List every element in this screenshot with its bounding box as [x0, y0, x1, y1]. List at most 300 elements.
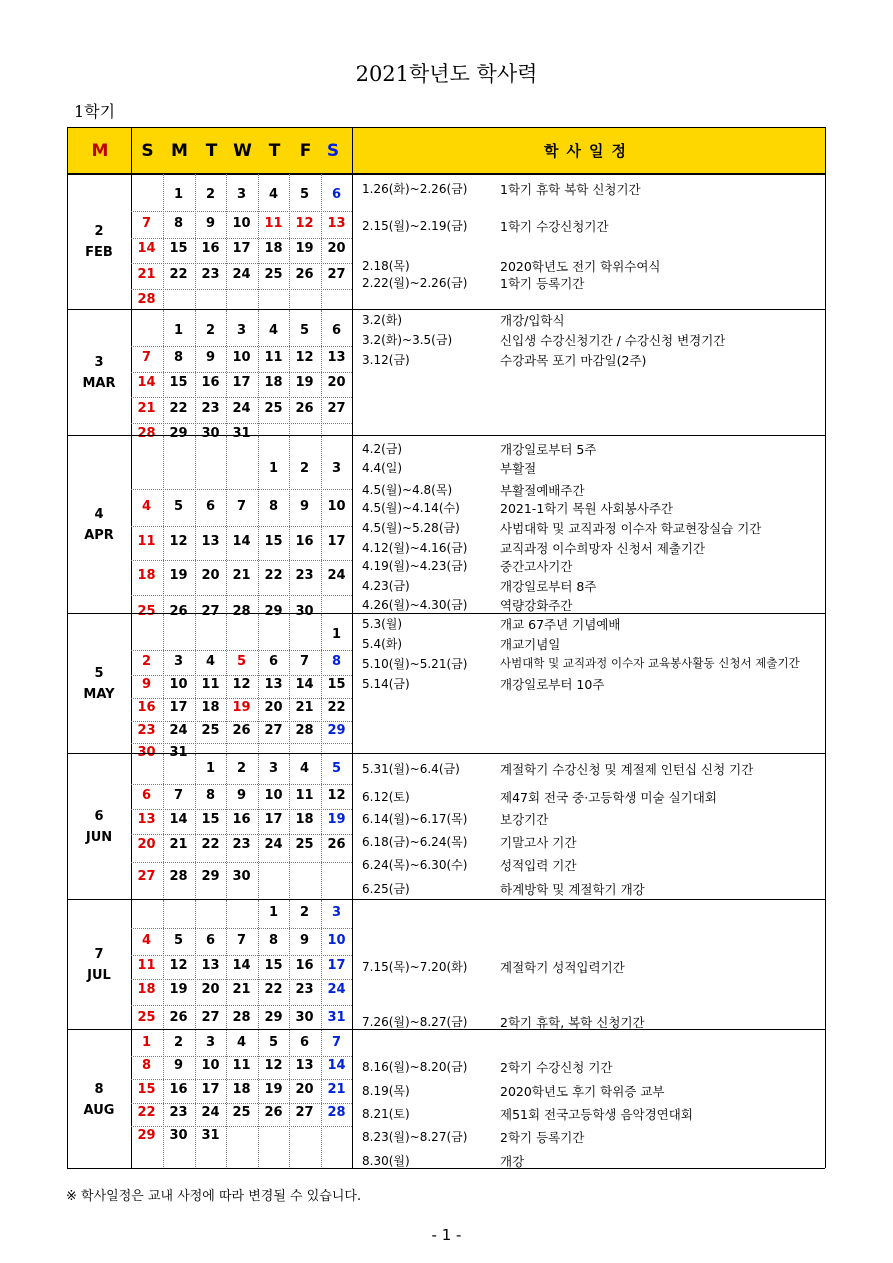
calendar-day: 28 [137, 292, 156, 307]
calendar-day: 11 [264, 216, 283, 231]
event-date: 3.2(화)~3.5(금) [362, 333, 453, 347]
week-row-divider [131, 1103, 352, 1104]
semester-label: 1학기 [74, 102, 116, 121]
event-date: 4.5(월)~4.8(목) [362, 483, 453, 497]
calendar-day: 12 [327, 788, 346, 803]
calendar-day: 13 [327, 216, 346, 231]
header-day-fri: F [299, 141, 312, 161]
month-block-jun [67, 753, 825, 900]
header-schedule: 학사일정 [544, 142, 634, 160]
calendar-day: 6 [299, 1035, 310, 1050]
calendar-day: 21 [232, 982, 251, 997]
event-date: 2.22(월)~2.26(금) [362, 276, 468, 290]
calendar-day: 4 [141, 933, 152, 948]
calendar-day: 18 [137, 982, 156, 997]
calendar-day: 12 [295, 350, 314, 365]
calendar-day: 30 [137, 745, 156, 760]
month-label [67, 1079, 131, 1121]
calendar-day: 28 [137, 426, 156, 441]
month-english: MAR [82, 376, 116, 391]
event-description: 2020학년도 전기 학위수여식 [500, 259, 661, 274]
calendar-day: 9 [141, 677, 152, 692]
calendar-day: 11 [264, 350, 283, 365]
calendar-day: 2 [205, 187, 216, 202]
event-description: 제47회 전국 중·고등학생 미술 실기대회 [500, 790, 717, 805]
calendar-day: 1 [173, 187, 184, 202]
calendar-table [67, 127, 826, 1168]
week-row-divider [131, 526, 352, 527]
calendar-day: 13 [327, 350, 346, 365]
calendar-day: 24 [232, 401, 251, 416]
calendar-day: 23 [201, 267, 220, 282]
calendar-day: 4 [268, 187, 279, 202]
month-number: 6 [94, 809, 104, 824]
calendar-day: 8 [268, 499, 279, 514]
week-row-divider [131, 955, 352, 956]
event-date: 2.15(월)~2.19(금) [362, 219, 468, 233]
calendar-day: 25 [232, 1105, 251, 1120]
calendar-day: 23 [137, 723, 156, 738]
event-description: 부활절 [500, 461, 537, 476]
month-block-mar [67, 309, 825, 441]
calendar-day: 6 [331, 323, 342, 338]
calendar-day: 27 [295, 1105, 314, 1120]
calendar-day: 7 [141, 216, 152, 231]
event-date: 4.4(일) [362, 461, 403, 475]
calendar-day: 7 [173, 788, 184, 803]
event-description: 1학기 수강신청기간 [500, 219, 609, 234]
week-row-divider [131, 721, 352, 722]
calendar-day: 5 [173, 933, 184, 948]
calendar-day: 29 [327, 723, 346, 738]
event-description: 개강일로부터 10주 [500, 677, 605, 692]
event-date: 3.12(금) [362, 353, 410, 367]
calendar-day: 13 [137, 812, 156, 827]
calendar-day: 14 [232, 534, 251, 549]
day-column-divider [321, 1030, 322, 1169]
event-date: 5.10(월)~5.21(금) [362, 657, 468, 671]
event-date: 5.3(월) [362, 617, 403, 631]
month-label [67, 806, 131, 848]
calendar-day: 6 [331, 187, 342, 202]
calendar-day: 16 [201, 375, 220, 390]
calendar-day: 5 [299, 323, 310, 338]
calendar-day: 6 [268, 654, 279, 669]
calendar-day: 26 [295, 267, 314, 282]
calendar-day: 4 [299, 761, 310, 776]
calendar-day: 8 [141, 1058, 152, 1073]
calendar-day: 16 [201, 241, 220, 256]
event-date: 4.12(월)~4.16(금) [362, 541, 468, 555]
calendar-day: 27 [327, 267, 346, 282]
week-row-divider [131, 1005, 352, 1006]
calendar-day: 3 [268, 761, 279, 776]
event-date: 4.26(월)~4.30(금) [362, 598, 468, 612]
day-column-divider [226, 436, 227, 614]
event-description: 신입생 수강신청기간 / 수강신청 변경기간 [500, 333, 726, 348]
month-number: 8 [94, 1081, 104, 1097]
calendar-day: 23 [295, 568, 314, 583]
month-label [67, 221, 131, 263]
event-description: 제51회 전국고등학생 음악경연대회 [500, 1107, 693, 1122]
header-day-mon: M [171, 141, 188, 161]
calendar-day: 20 [295, 1082, 314, 1097]
day-column-divider [195, 1030, 196, 1169]
week-row-divider [131, 650, 352, 651]
calendar-day: 30 [295, 604, 314, 619]
calendar-day: 1 [205, 761, 216, 776]
calendar-day: 10 [169, 677, 188, 692]
month-block-may [67, 613, 825, 760]
calendar-day: 22 [264, 982, 283, 997]
event-date: 4.5(월)~5.28(금) [362, 521, 460, 535]
event-description: 부활절예배주간 [500, 483, 585, 498]
calendar-day: 16 [137, 700, 156, 715]
calendar-day: 26 [169, 604, 188, 619]
event-date: 3.2(화) [362, 313, 403, 327]
event-date: 7.15(목)~7.20(화) [362, 960, 468, 974]
calendar-day: 31 [232, 426, 251, 441]
calendar-day: 26 [295, 401, 314, 416]
calendar-day: 18 [137, 568, 156, 583]
calendar-day: 25 [201, 723, 220, 738]
calendar-day: 27 [327, 401, 346, 416]
calendar-day: 22 [327, 700, 346, 715]
month-label [67, 504, 131, 546]
week-row-divider [131, 595, 352, 596]
calendar-day: 15 [201, 812, 220, 827]
event-description: 개강 [500, 1154, 525, 1169]
calendar-day: 3 [173, 654, 184, 669]
week-row-divider [131, 928, 352, 929]
calendar-day: 3 [236, 187, 247, 202]
event-description: 중간고사기간 [500, 559, 573, 574]
calendar-day: 16 [295, 534, 314, 549]
calendar-day: 1 [268, 905, 279, 920]
event-description: 역량강화주간 [500, 598, 573, 613]
calendar-day: 7 [331, 1035, 342, 1050]
calendar-day: 28 [327, 1105, 346, 1120]
calendar-day: 15 [169, 241, 188, 256]
week-row-divider [131, 397, 352, 398]
event-date: 4.19(월)~4.23(금) [362, 559, 468, 573]
calendar-day: 9 [173, 1058, 184, 1073]
calendar-day: 6 [205, 499, 216, 514]
calendar-day: 28 [169, 869, 188, 884]
event-description: 사범대학 및 교직과정 이수자 학교현장실습 기간 [500, 521, 762, 536]
calendar-day: 25 [264, 267, 283, 282]
month-number: 2 [94, 224, 104, 239]
calendar-day: 1 [173, 323, 184, 338]
calendar-day: 17 [327, 534, 346, 549]
week-row-divider [131, 979, 352, 980]
calendar-day: 9 [299, 499, 310, 514]
calendar-day: 4 [268, 323, 279, 338]
event-description: 성적입력 기간 [500, 858, 577, 873]
month-number: 5 [94, 666, 104, 681]
event-date: 8.30(월) [362, 1154, 410, 1168]
calendar-day: 17 [201, 1082, 220, 1097]
event-description: 기말고사 기간 [500, 835, 577, 850]
calendar-day: 7 [236, 499, 247, 514]
calendar-day: 12 [232, 677, 251, 692]
calendar-day: 11 [295, 788, 314, 803]
calendar-day: 27 [264, 723, 283, 738]
calendar-day: 24 [264, 837, 283, 852]
month-block-jul [67, 899, 825, 1030]
calendar-day: 10 [232, 216, 251, 231]
calendar-day: 2 [141, 654, 152, 669]
calendar-day: 7 [299, 654, 310, 669]
calendar-day: 27 [201, 604, 220, 619]
month-english: FEB [85, 245, 113, 260]
calendar-day: 30 [232, 869, 251, 884]
calendar-day: 17 [232, 241, 251, 256]
calendar-day: 10 [201, 1058, 220, 1073]
calendar-day: 1 [141, 1035, 152, 1050]
calendar-day: 24 [201, 1105, 220, 1120]
calendar-day: 12 [169, 958, 188, 973]
event-date: 8.19(목) [362, 1084, 410, 1098]
calendar-day: 23 [295, 982, 314, 997]
calendar-day: 21 [327, 1082, 346, 1097]
calendar-day: 25 [264, 401, 283, 416]
calendar-day: 25 [137, 604, 156, 619]
footnote: ※ 학사일정은 교내 사정에 따라 변경될 수 있습니다. [66, 1189, 362, 1204]
day-column-divider [195, 436, 196, 614]
week-row-divider [131, 489, 352, 490]
week-row-divider [131, 211, 352, 212]
calendar-day: 31 [327, 1010, 346, 1025]
calendar-day: 14 [137, 241, 156, 256]
calendar-day: 21 [169, 837, 188, 852]
calendar-day: 22 [137, 1105, 156, 1120]
calendar-day: 15 [264, 958, 283, 973]
event-date: 8.23(월)~8.27(금) [362, 1130, 468, 1144]
calendar-day: 16 [169, 1082, 188, 1097]
calendar-day: 24 [327, 568, 346, 583]
day-column-divider [226, 1030, 227, 1169]
event-description: 하계방학 및 계절학기 개강 [500, 882, 645, 897]
header-day-sat: S [326, 141, 340, 161]
event-date: 6.25(금) [362, 882, 410, 896]
month-english: AUG [83, 1102, 115, 1118]
calendar-day: 30 [169, 1128, 188, 1143]
calendar-day: 8 [205, 788, 216, 803]
calendar-day: 22 [169, 267, 188, 282]
event-date: 6.18(금)~6.24(목) [362, 835, 468, 849]
event-date: 8.16(월)~8.20(금) [362, 1060, 468, 1074]
calendar-day: 4 [205, 654, 216, 669]
month-label [67, 352, 131, 394]
header-day-sun: S [141, 141, 154, 161]
calendar-day: 20 [264, 700, 283, 715]
event-date: 6.24(목)~6.30(수) [362, 858, 468, 872]
calendar-day: 19 [169, 982, 188, 997]
event-description: 보강기간 [500, 812, 549, 827]
event-date: 8.21(토) [362, 1107, 410, 1121]
calendar-day: 11 [137, 534, 156, 549]
calendar-day: 12 [169, 534, 188, 549]
week-row-divider [131, 809, 352, 810]
calendar-day: 9 [299, 933, 310, 948]
calendar-day: 31 [201, 1128, 220, 1143]
week-row-divider [131, 423, 352, 424]
calendar-day: 16 [232, 812, 251, 827]
month-english: JUN [85, 830, 113, 845]
week-row-divider [131, 1056, 352, 1057]
calendar-day: 1 [331, 627, 342, 642]
calendar-day: 22 [201, 837, 220, 852]
table-right-border [825, 127, 826, 1168]
month-english: JUL [87, 968, 111, 983]
calendar-day: 31 [169, 745, 188, 760]
calendar-day: 5 [331, 761, 342, 776]
calendar-day: 13 [264, 677, 283, 692]
calendar-day: 26 [264, 1105, 283, 1120]
calendar-day: 13 [201, 534, 220, 549]
event-description: 개교 67주년 기념예배 [500, 617, 621, 632]
calendar-day: 5 [173, 499, 184, 514]
calendar-day: 18 [295, 812, 314, 827]
event-description: 1학기 등록기간 [500, 276, 585, 291]
calendar-day: 27 [137, 869, 156, 884]
calendar-day: 17 [169, 700, 188, 715]
calendar-day: 28 [295, 723, 314, 738]
calendar-day: 18 [201, 700, 220, 715]
calendar-day: 14 [137, 375, 156, 390]
calendar-day: 3 [236, 323, 247, 338]
header-day-thu: T [268, 141, 281, 161]
calendar-day: 3 [331, 461, 342, 476]
calendar-day: 20 [201, 568, 220, 583]
event-description: 계절학기 성적입력기간 [500, 960, 625, 975]
event-description: 2학기 등록기간 [500, 1130, 585, 1145]
calendar-day: 26 [327, 837, 346, 852]
table-header [67, 127, 826, 175]
calendar-day: 18 [232, 1082, 251, 1097]
month-number: 4 [94, 507, 104, 522]
calendar-day: 15 [169, 375, 188, 390]
calendar-day: 17 [264, 812, 283, 827]
calendar-day: 29 [169, 426, 188, 441]
event-description: 2021-1학기 목원 사회봉사주간 [500, 501, 673, 516]
event-date: 6.14(월)~6.17(목) [362, 812, 468, 826]
calendar-day: 3 [331, 905, 342, 920]
calendar-day: 24 [169, 723, 188, 738]
calendar-day: 24 [232, 267, 251, 282]
calendar-day: 15 [137, 1082, 156, 1097]
calendar-day: 13 [201, 958, 220, 973]
calendar-day: 19 [169, 568, 188, 583]
calendar-day: 3 [205, 1035, 216, 1050]
calendar-day: 2 [173, 1035, 184, 1050]
calendar-day: 24 [327, 982, 346, 997]
month-label [67, 944, 131, 986]
calendar-day: 2 [205, 323, 216, 338]
month-english: APR [84, 528, 114, 543]
calendar-day: 5 [268, 1035, 279, 1050]
day-column-divider [163, 1030, 164, 1169]
calendar-day: 4 [141, 499, 152, 514]
event-description: 사범대학 및 교직과정 이수자 교육봉사활동 신청서 제출기간 [500, 656, 800, 670]
week-row-divider [131, 346, 352, 347]
calendar-day: 30 [295, 1010, 314, 1025]
calendar-day: 17 [232, 375, 251, 390]
day-column-divider [289, 1030, 290, 1169]
event-description: 계절학기 수강신청 및 계절제 인턴십 신청 기간 [500, 762, 754, 777]
month-block-apr [67, 435, 825, 619]
calendar-day: 29 [201, 869, 220, 884]
calendar-day: 8 [331, 654, 342, 669]
calendar-day: 12 [264, 1058, 283, 1073]
week-row-divider [131, 1126, 352, 1127]
event-date: 1.26(화)~2.26(금) [362, 182, 468, 196]
calendar-day: 20 [201, 982, 220, 997]
calendar-day: 15 [264, 534, 283, 549]
calendar-day: 11 [201, 677, 220, 692]
event-description: 교직과정 이수희망자 신청서 제출기간 [500, 541, 706, 556]
calendar-day: 7 [141, 350, 152, 365]
event-date: 4.2(금) [362, 442, 403, 456]
event-description: 2학기 수강신청 기간 [500, 1060, 613, 1075]
event-date: 5.31(월)~6.4(금) [362, 762, 460, 776]
calendar-day: 12 [295, 216, 314, 231]
table-bottom-border [67, 1168, 825, 1169]
event-date: 2.18(목) [362, 259, 410, 273]
calendar-day: 19 [264, 1082, 283, 1097]
week-row-divider [131, 560, 352, 561]
calendar-day: 29 [137, 1128, 156, 1143]
event-description: 개강일로부터 8주 [500, 579, 597, 594]
event-description: 개강일로부터 5주 [500, 442, 597, 457]
calendar-day: 10 [232, 350, 251, 365]
calendar-day: 25 [295, 837, 314, 852]
calendar-day: 2 [236, 761, 247, 776]
event-date: 4.23(금) [362, 579, 410, 593]
calendar-day: 10 [327, 499, 346, 514]
calendar-day: 22 [264, 568, 283, 583]
week-row-divider [131, 1079, 352, 1080]
calendar-day: 27 [201, 1010, 220, 1025]
calendar-day: 11 [137, 958, 156, 973]
calendar-day: 21 [137, 401, 156, 416]
event-date: 4.5(월)~4.14(수) [362, 501, 460, 515]
calendar-day: 14 [295, 677, 314, 692]
page-number: - 1 - [431, 1226, 462, 1244]
calendar-day: 20 [327, 241, 346, 256]
day-column-divider [258, 1030, 259, 1169]
calendar-day: 4 [236, 1035, 247, 1050]
calendar-day: 19 [295, 375, 314, 390]
calendar-day: 14 [169, 812, 188, 827]
calendar-day: 13 [295, 1058, 314, 1073]
calendar-day: 11 [232, 1058, 251, 1073]
calendar-day: 15 [327, 677, 346, 692]
week-row-divider [131, 743, 352, 744]
calendar-day: 18 [264, 375, 283, 390]
calendar-day: 25 [137, 1010, 156, 1025]
calendar-day: 8 [173, 350, 184, 365]
header-month: M [91, 141, 109, 161]
calendar-day: 5 [236, 654, 247, 669]
event-date: 6.12(토) [362, 790, 410, 804]
week-row-divider [131, 238, 352, 239]
event-date: 5.14(금) [362, 677, 410, 691]
calendar-day: 16 [295, 958, 314, 973]
month-block-feb [67, 173, 825, 310]
calendar-day: 22 [169, 401, 188, 416]
